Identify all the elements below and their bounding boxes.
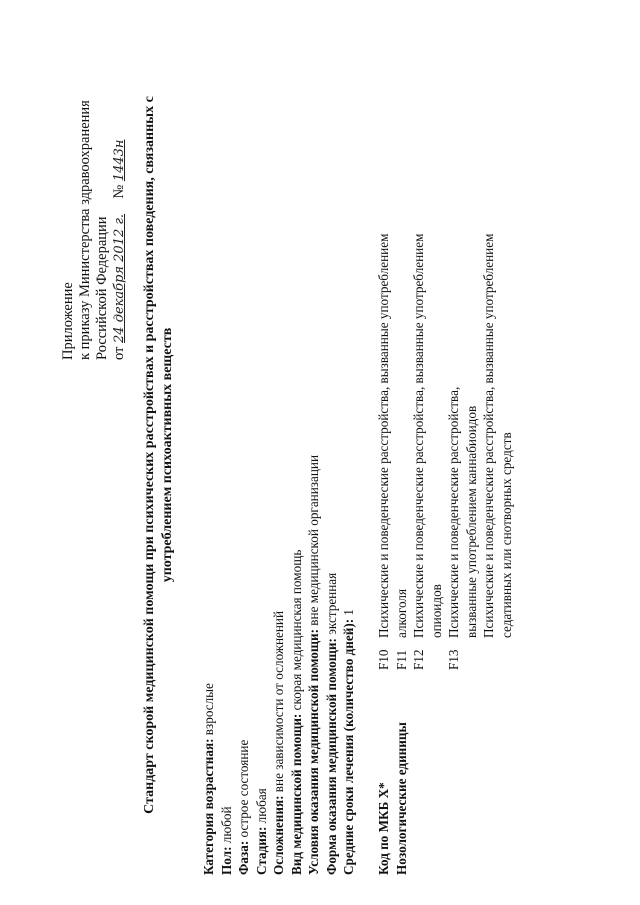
handwritten-date: 24 декабря 2012 г. — [112, 213, 127, 343]
icd-code: F11 — [393, 649, 409, 670]
param-row — [218, 455, 236, 875]
icd-code: F12 — [411, 649, 426, 670]
param-value: любой — [218, 806, 234, 844]
appendix-line-3: Российской Федерации — [94, 216, 110, 360]
param-row — [305, 455, 323, 875]
icd-code-label: Код по МКБ X* Нозологические единицы — [375, 670, 410, 875]
param-label: Вид медицинской помощи: — [288, 713, 304, 875]
icd-description: Психические и поведенческие расстройства, вызванные употреблением алкоголя — [376, 233, 409, 638]
standard-parameters — [200, 455, 358, 875]
title-line-1: Стандарт скорой медицинской помощи при психических расстройствах и расстройствах поведения, связанных с — [142, 96, 157, 814]
param-value: скорая медицинская помощь — [288, 549, 304, 711]
param-value: экстренная — [323, 572, 339, 635]
param-label: Средние сроки лечения (количество дней): — [341, 618, 356, 875]
title-line-2: употреблением психоактивных веществ — [160, 327, 175, 583]
appendix-line-1: Приложение — [60, 282, 76, 360]
icd-code: F10 — [376, 649, 391, 670]
icd-description: Психические и поведенческие расстройства, вызванные употреблением опиоидов — [411, 233, 444, 638]
icd-code-column — [375, 638, 463, 670]
handwritten-number: 1443н — [112, 139, 127, 182]
icd-description: Психические и поведенческие расстройства, вызванные употреблением седативных или снотворных средств — [481, 233, 514, 638]
param-value: острое состояние — [236, 739, 251, 838]
from-label: от — [111, 346, 127, 360]
param-row — [270, 455, 288, 875]
param-value: 1 — [341, 608, 356, 616]
number-label: № — [111, 184, 127, 199]
icd-description-column — [375, 198, 515, 638]
param-value: вне медицинской организации — [306, 454, 321, 626]
param-row — [340, 455, 358, 875]
param-value: любая — [253, 788, 269, 824]
param-label: Форма оказания медицинской помощи: — [323, 638, 339, 875]
param-row — [323, 455, 341, 875]
param-row — [235, 455, 253, 875]
icd-codes-section — [375, 198, 515, 875]
appendix-date-line — [111, 100, 128, 360]
icd-description: Психические и поведенческие расстройства, вызванные употреблением каннабиоидов — [446, 386, 479, 638]
param-value: вне зависимости от осложнений — [271, 610, 286, 793]
param-label: Условия оказания медицинской помощи: — [306, 629, 321, 875]
param-label: Категория возрастная: — [201, 738, 216, 875]
icd-code: F13 — [446, 649, 461, 670]
appendix-line-2: к приказу Министерства здравоохранения — [77, 100, 93, 360]
param-row — [253, 455, 271, 875]
param-label: Стадия: — [253, 826, 269, 875]
nosology-label: Нозологические единицы — [393, 722, 409, 875]
param-row — [288, 455, 306, 875]
document-title — [141, 35, 177, 875]
appendix-header — [60, 100, 128, 360]
param-label: Фаза: — [236, 840, 251, 875]
param-value: взрослые — [201, 683, 216, 736]
param-label: Осложнения: — [271, 795, 286, 875]
param-label: Пол: — [218, 846, 234, 875]
param-row — [200, 455, 218, 875]
